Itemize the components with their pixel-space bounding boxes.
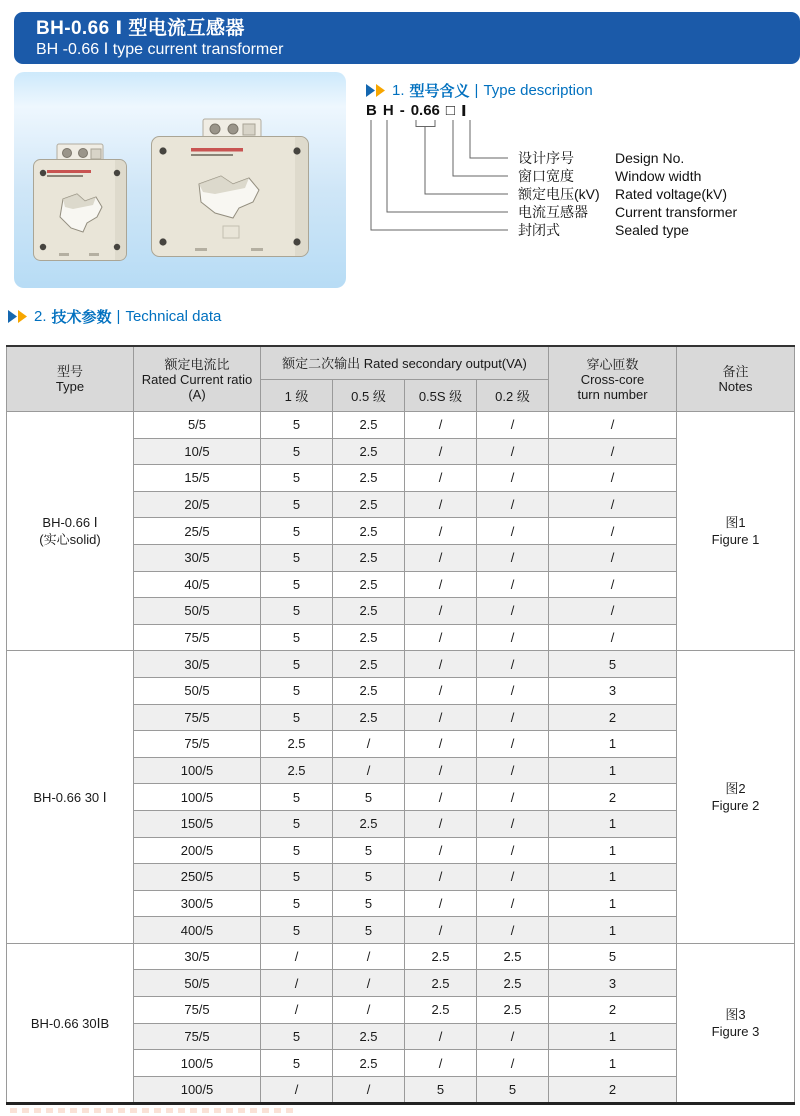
cell-turns: 1 <box>549 890 677 917</box>
cell-turns: 1 <box>549 864 677 891</box>
cell-ratio: 15/5 <box>134 465 261 492</box>
cell-class05s: / <box>405 784 477 811</box>
cell-class05s: / <box>405 624 477 651</box>
cell-class05s: 5 <box>405 1076 477 1104</box>
cell-class02: 2.5 <box>477 943 549 970</box>
double-arrow-icon <box>376 84 385 97</box>
double-arrow-icon <box>18 310 27 323</box>
section-title-separator: | <box>474 82 479 99</box>
cell-class1: 5 <box>261 837 333 864</box>
cell-class05: 5 <box>333 864 405 891</box>
technical-data-table <box>6 345 795 1105</box>
cell-class1: 5 <box>261 677 333 704</box>
cell-ratio: 30/5 <box>134 651 261 678</box>
cell-class02: / <box>477 571 549 598</box>
legend-label-en: Current transformer <box>615 204 738 220</box>
cell-class05s: / <box>405 412 477 439</box>
cell-class05: 5 <box>333 890 405 917</box>
legend-row <box>518 185 728 203</box>
table-row <box>7 412 795 439</box>
cell-note: 图2 Figure 2 <box>677 651 795 944</box>
cell-class02: / <box>477 1050 549 1077</box>
legend-label-zh: 窗口宽度 <box>518 168 574 184</box>
double-arrow-icon <box>8 310 17 323</box>
cell-turns: 2 <box>549 1076 677 1104</box>
cell-class02: / <box>477 810 549 837</box>
cell-class05s: / <box>405 651 477 678</box>
cell-ratio: 75/5 <box>134 704 261 731</box>
cell-ratio: 150/5 <box>134 810 261 837</box>
cell-ratio: 50/5 <box>134 970 261 997</box>
page-title-zh: BH-0.66 Ⅰ 型电流互感器 <box>36 18 245 39</box>
cell-class05: 2.5 <box>333 465 405 492</box>
cell-note: 图3 Figure 3 <box>677 943 795 1104</box>
cell-class05s: 2.5 <box>405 997 477 1024</box>
cell-class02: / <box>477 677 549 704</box>
cell-class05: 2.5 <box>333 544 405 571</box>
cell-type: BH-0.66 30 Ⅰ <box>7 651 134 944</box>
cell-class05: 2.5 <box>333 518 405 545</box>
cell-class05s: / <box>405 917 477 944</box>
cell-class1: 5 <box>261 491 333 518</box>
cell-class1: 5 <box>261 518 333 545</box>
col-header-class-05: 0.5 级 <box>333 380 405 412</box>
cell-class05s: / <box>405 757 477 784</box>
cell-ratio: 75/5 <box>134 1023 261 1050</box>
model-part: 0.66 <box>410 102 440 119</box>
cell-type: BH-0.66 30ⅠB <box>7 943 134 1104</box>
cell-class05s: / <box>405 438 477 465</box>
cell-class05: 2.5 <box>333 624 405 651</box>
legend-label-en: Design No. <box>615 150 685 166</box>
cell-class05: 2.5 <box>333 412 405 439</box>
cell-class1: 5 <box>261 917 333 944</box>
cell-class02: 2.5 <box>477 970 549 997</box>
cell-ratio: 400/5 <box>134 917 261 944</box>
legend-label-en: Sealed type <box>615 222 689 238</box>
col-header-notes: 备注 Notes <box>677 346 795 412</box>
cell-class05s: / <box>405 810 477 837</box>
cell-turns: 2 <box>549 784 677 811</box>
cell-class05s: 2.5 <box>405 970 477 997</box>
cell-turns: / <box>549 571 677 598</box>
legend-row <box>518 167 702 185</box>
col-header-rated-output: 额定二次输出 Rated secondary output(VA) <box>261 346 549 380</box>
cell-class1: 5 <box>261 571 333 598</box>
page-header <box>14 12 800 64</box>
model-part: B <box>366 102 377 119</box>
model-code <box>366 102 467 120</box>
cell-class05s: / <box>405 1023 477 1050</box>
cell-ratio: 250/5 <box>134 864 261 891</box>
cell-class1: 2.5 <box>261 731 333 758</box>
cell-class02: / <box>477 837 549 864</box>
cell-ratio: 75/5 <box>134 731 261 758</box>
cell-note: 图1 Figure 1 <box>677 412 795 651</box>
cell-class05: 2.5 <box>333 1050 405 1077</box>
cell-class05: / <box>333 1076 405 1104</box>
cell-class1: 2.5 <box>261 757 333 784</box>
cell-class05s: / <box>405 731 477 758</box>
cell-class02: / <box>477 757 549 784</box>
cell-class1: 5 <box>261 624 333 651</box>
diagram-connector-lines <box>360 100 800 250</box>
cell-ratio: 20/5 <box>134 491 261 518</box>
legend-label-zh: 电流互感器 <box>518 204 588 220</box>
cell-class02: / <box>477 465 549 492</box>
cell-class1: / <box>261 970 333 997</box>
cell-class05s: / <box>405 864 477 891</box>
cell-ratio: 30/5 <box>134 943 261 970</box>
cell-class05: 2.5 <box>333 598 405 625</box>
cell-ratio: 10/5 <box>134 438 261 465</box>
cell-turns: 3 <box>549 970 677 997</box>
cell-class05s: / <box>405 571 477 598</box>
cell-turns: / <box>549 412 677 439</box>
legend-label-zh: 封闭式 <box>518 222 560 238</box>
cell-class1: 5 <box>261 412 333 439</box>
cell-class1: 5 <box>261 704 333 731</box>
cell-turns: / <box>549 438 677 465</box>
section-title-en: Type description <box>483 82 593 99</box>
cell-class1: 5 <box>261 651 333 678</box>
cell-ratio: 50/5 <box>134 677 261 704</box>
cell-ratio: 100/5 <box>134 1050 261 1077</box>
cell-turns: 1 <box>549 917 677 944</box>
cell-turns: 1 <box>549 757 677 784</box>
cell-class05: 2.5 <box>333 704 405 731</box>
cell-turns: 1 <box>549 1023 677 1050</box>
cell-class02: / <box>477 917 549 944</box>
table-row <box>7 651 795 678</box>
cell-class1: 5 <box>261 1023 333 1050</box>
model-designation-diagram <box>360 100 800 250</box>
cell-ratio: 30/5 <box>134 544 261 571</box>
cell-class02: / <box>477 544 549 571</box>
section-heading-technical-data <box>8 306 221 327</box>
cell-turns: 3 <box>549 677 677 704</box>
cell-turns: / <box>549 598 677 625</box>
cell-class02: / <box>477 864 549 891</box>
cell-class05s: / <box>405 491 477 518</box>
cell-class05s: 2.5 <box>405 943 477 970</box>
cell-class02: / <box>477 731 549 758</box>
col-header-turns: 穿心匝数 Cross-core turn number <box>549 346 677 412</box>
cell-turns: / <box>549 544 677 571</box>
cell-class05: 2.5 <box>333 438 405 465</box>
section-title-zh: 技术参数 <box>51 309 112 326</box>
cell-ratio: 100/5 <box>134 1076 261 1104</box>
cell-class05: 2.5 <box>333 491 405 518</box>
cell-turns: 1 <box>549 837 677 864</box>
clipped-footer-text <box>10 1108 295 1113</box>
cell-class1: 5 <box>261 598 333 625</box>
legend-row <box>518 203 738 221</box>
cell-class1: 5 <box>261 544 333 571</box>
cell-class05s: / <box>405 837 477 864</box>
cell-class02: / <box>477 624 549 651</box>
col-header-class-02: 0.2 级 <box>477 380 549 412</box>
section-title-en: Technical data <box>125 308 222 325</box>
cell-ratio: 100/5 <box>134 784 261 811</box>
cell-class05: 2.5 <box>333 1023 405 1050</box>
cell-turns: 5 <box>549 943 677 970</box>
cell-ratio: 25/5 <box>134 518 261 545</box>
model-part: Ⅰ <box>460 103 467 120</box>
col-header-class-1: 1 级 <box>261 380 333 412</box>
cell-turns: 2 <box>549 704 677 731</box>
cell-class1: 5 <box>261 438 333 465</box>
cell-turns: / <box>549 624 677 651</box>
cell-class05: / <box>333 757 405 784</box>
cell-turns: 5 <box>549 651 677 678</box>
cell-class02: 5 <box>477 1076 549 1104</box>
legend-label-zh: 设计序号 <box>518 150 574 166</box>
cell-class05: / <box>333 943 405 970</box>
cell-ratio: 200/5 <box>134 837 261 864</box>
model-part: H <box>382 102 394 119</box>
cell-turns: 1 <box>549 810 677 837</box>
cell-class1: 5 <box>261 864 333 891</box>
cell-turns: 1 <box>549 1050 677 1077</box>
cell-class05: 5 <box>333 837 405 864</box>
cell-ratio: 75/5 <box>134 624 261 651</box>
cell-ratio: 100/5 <box>134 757 261 784</box>
cell-class1: 5 <box>261 1050 333 1077</box>
legend-label-en: Window width <box>615 168 702 184</box>
cell-class05: / <box>333 997 405 1024</box>
cell-class05: / <box>333 970 405 997</box>
cell-class1: / <box>261 1076 333 1104</box>
cell-class05s: / <box>405 544 477 571</box>
cell-class05: 2.5 <box>333 571 405 598</box>
cell-class1: / <box>261 997 333 1024</box>
cell-class1: / <box>261 943 333 970</box>
cell-class1: 5 <box>261 465 333 492</box>
cell-class1: 5 <box>261 784 333 811</box>
cell-turns: / <box>549 518 677 545</box>
cell-class02: / <box>477 651 549 678</box>
cell-class02: / <box>477 704 549 731</box>
cell-ratio: 5/5 <box>134 412 261 439</box>
cell-class05s: / <box>405 465 477 492</box>
col-header-ratio: 额定电流比 Rated Current ratio (A) <box>134 346 261 412</box>
section-index: 1. <box>392 82 405 99</box>
cell-ratio: 40/5 <box>134 571 261 598</box>
cell-class05: 2.5 <box>333 651 405 678</box>
cell-class1: 5 <box>261 810 333 837</box>
cell-class05: 2.5 <box>333 677 405 704</box>
current-transformer-photo-small <box>33 143 127 261</box>
cell-class05s: / <box>405 518 477 545</box>
cell-ratio: 300/5 <box>134 890 261 917</box>
cell-class1: 5 <box>261 890 333 917</box>
cell-class02: / <box>477 438 549 465</box>
cell-class05s: / <box>405 704 477 731</box>
current-transformer-photo-large <box>151 118 309 258</box>
double-arrow-icon <box>366 84 375 97</box>
model-part: - <box>399 102 405 119</box>
section-heading-type-description <box>366 80 593 101</box>
cell-ratio: 50/5 <box>134 598 261 625</box>
legend-label-en: Rated voltage(kV) <box>615 186 728 202</box>
cell-turns: / <box>549 465 677 492</box>
section-title-zh: 型号含义 <box>409 83 470 100</box>
col-header-type: 型号 Type <box>7 346 134 412</box>
cell-class02: / <box>477 412 549 439</box>
table-row <box>7 943 795 970</box>
col-header-class-05s: 0.5S 级 <box>405 380 477 412</box>
cell-class05: 2.5 <box>333 810 405 837</box>
cell-class02: / <box>477 491 549 518</box>
legend-label-zh: 额定电压(kV) <box>518 186 600 202</box>
cell-class05s: / <box>405 677 477 704</box>
cell-turns: 2 <box>549 997 677 1024</box>
cell-class05s: / <box>405 598 477 625</box>
cell-class05: 5 <box>333 917 405 944</box>
cell-class02: / <box>477 518 549 545</box>
legend-row <box>518 149 685 167</box>
cell-class02: / <box>477 1023 549 1050</box>
section-index: 2. <box>34 308 47 325</box>
section-title-separator: | <box>116 308 121 325</box>
legend-row <box>518 221 689 239</box>
cell-class05: 5 <box>333 784 405 811</box>
cell-class05s: / <box>405 1050 477 1077</box>
cell-class05s: / <box>405 890 477 917</box>
cell-class02: / <box>477 890 549 917</box>
cell-type: BH-0.66 Ⅰ (实心solid) <box>7 412 134 651</box>
cell-ratio: 75/5 <box>134 997 261 1024</box>
cell-class02: / <box>477 598 549 625</box>
model-part: □ <box>445 102 455 119</box>
cell-class02: / <box>477 784 549 811</box>
cell-turns: 1 <box>549 731 677 758</box>
product-photo-panel <box>14 72 346 288</box>
cell-class02: 2.5 <box>477 997 549 1024</box>
cell-turns: / <box>549 491 677 518</box>
cell-class05: / <box>333 731 405 758</box>
page-title-en: BH -0.66 Ⅰ type current transformer <box>36 41 284 58</box>
